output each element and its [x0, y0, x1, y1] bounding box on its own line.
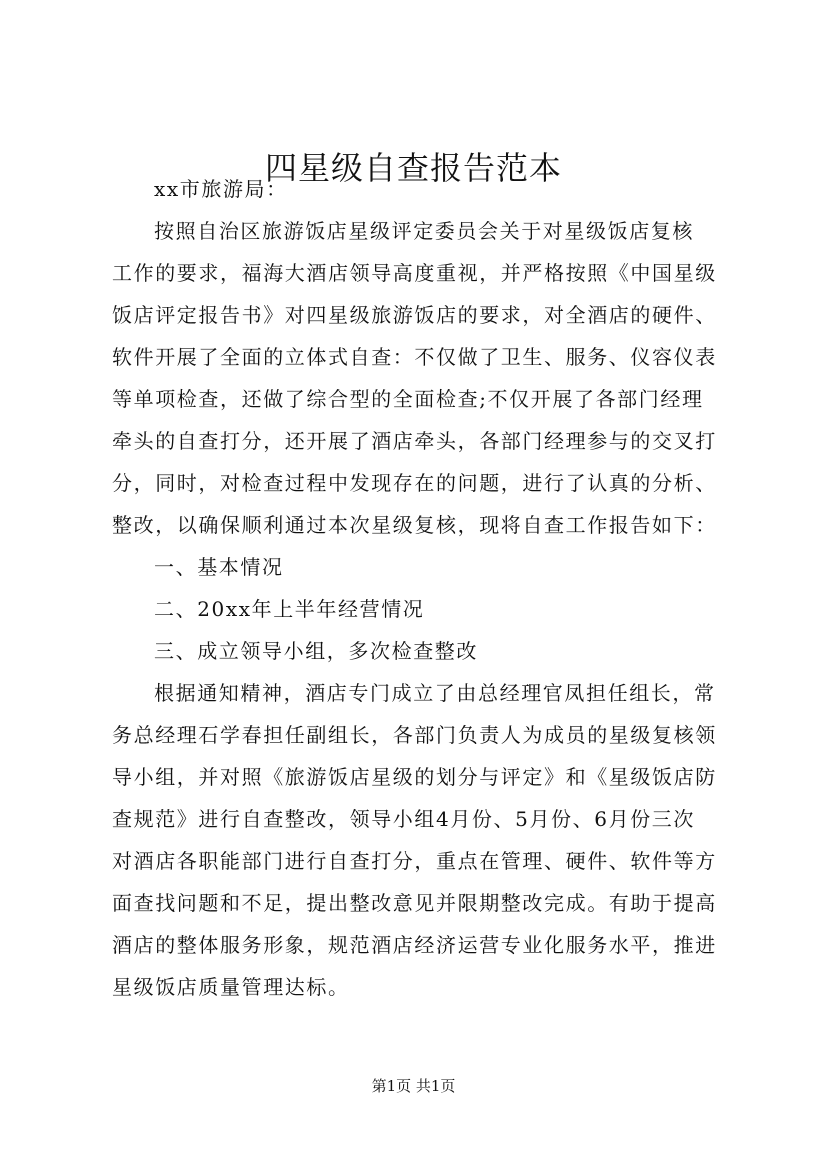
paragraph-line: 分，同时，对检查过程中发现存在的问题，进行了认真的分析、: [112, 471, 717, 495]
paragraph-line: 软件开展了全面的立体式自查：不仅做了卫生、服务、仪容仪表: [112, 345, 717, 369]
paragraph-line: 饭店评定报告书》对四星级旅游饭店的要求，对全酒店的硬件、: [112, 303, 717, 327]
page-footer: 第1页 共1页: [371, 1077, 456, 1095]
paragraph-line: 导小组，并对照《旅游饭店星级的划分与评定》和《星级饭店防: [112, 765, 717, 789]
paragraph-line: 星级饭店质量管理达标。: [112, 975, 350, 999]
paragraph-line: 工作的要求，福海大酒店领导高度重视，并严格按照《中国星级: [112, 261, 717, 285]
paragraph-line: 对酒店各职能部门进行自查打分，重点在管理、硬件、软件等方: [112, 849, 717, 873]
paragraph-line: 牵头的自查打分，还开展了酒店牵头，各部门经理参与的交叉打: [112, 429, 717, 453]
paragraph-line: 酒店的整体服务形象，规范酒店经济运营专业化服务水平，推进: [112, 933, 717, 957]
paragraph-line: 按照自治区旅游饭店星级评定委员会关于对星级饭店复核: [154, 219, 694, 243]
paragraph-line: 根据通知精神，酒店专门成立了由总经理官凤担任组长，常: [154, 681, 716, 705]
document-body: [112, 168, 736, 1008]
document-title: 四星级自查报告范本: [264, 149, 562, 187]
salutation-line: xx市旅游局：: [154, 177, 288, 201]
section-heading: 三、成立领导小组，多次检查整改: [154, 639, 478, 663]
paragraph-line: 整改，以确保顺利通过本次星级复核，现将自查工作报告如下：: [112, 513, 717, 537]
section-heading: 二、20xx年上半年经营情况: [154, 597, 425, 621]
paragraph-line: 等单项检查，还做了综合型的全面检查;不仅开展了各部门经理: [112, 387, 704, 411]
paragraph-line: 面查找问题和不足，提出整改意见并限期整改完成。有助于提高: [112, 891, 717, 915]
paragraph-line: 务总经理石学春担任副组长，各部门负责人为成员的星级复核领: [112, 723, 717, 747]
paragraph-line: 查规范》进行自查整改，领导小组4月份、5月份、6月份三次: [112, 807, 695, 831]
section-heading: 一、基本情况: [154, 555, 284, 579]
